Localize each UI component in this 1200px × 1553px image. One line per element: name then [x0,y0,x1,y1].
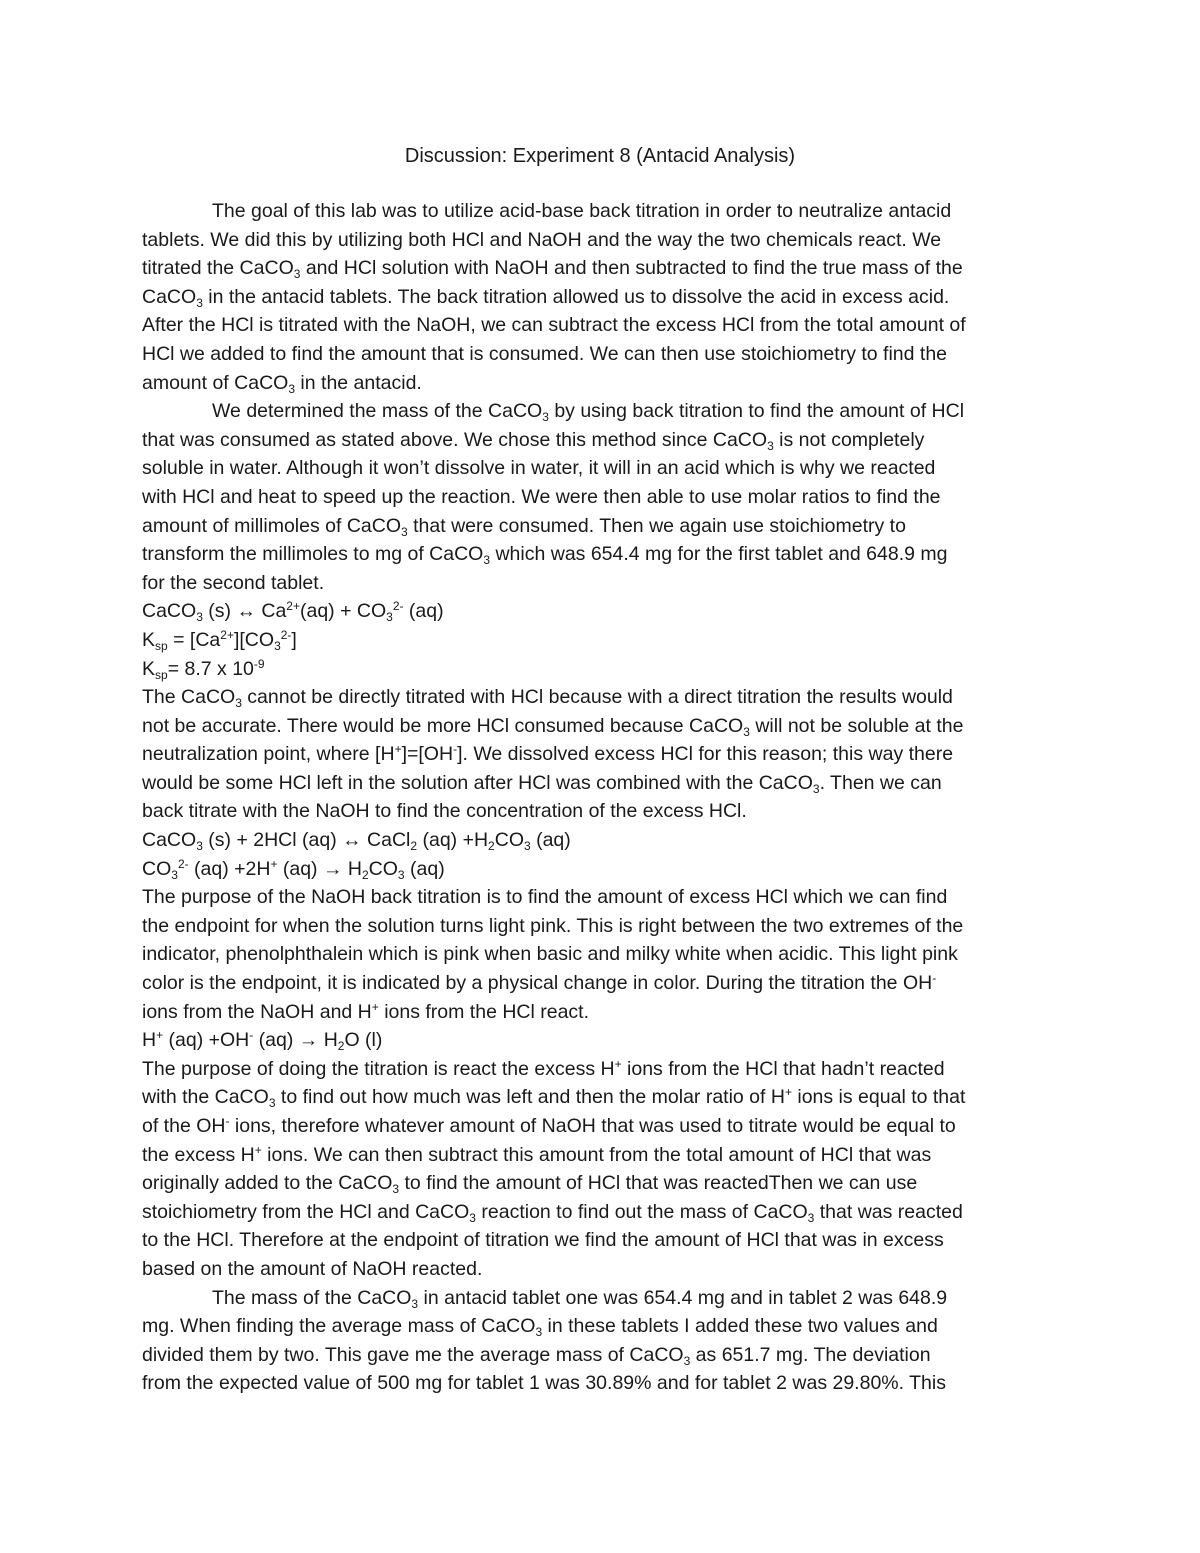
text-run: (aq) +OH [163,1029,250,1052]
text-run: in the antacid. [295,371,422,394]
text-line [142,1112,1062,1141]
page-title: Discussion: Experiment 8 (Antacid Analysis) [404,145,796,167]
text-run: amount of CaCO [142,371,289,394]
text-line [142,1083,1062,1112]
superscript: + [270,856,278,871]
text-run: the endpoint for when the solution turns light pink. This is right between the two extremes of the [142,914,964,937]
text-line [142,311,1062,340]
subscript: 3 [683,1353,691,1368]
text-run: back titrate with the NaOH to find the concentration of the excess HCl. [142,800,747,823]
text-run: stoichiometry from the HCl and CaCO [142,1200,470,1223]
text-run: . Then we can [819,771,942,794]
subscript: sp [155,638,168,653]
superscript: 2- [280,627,292,642]
text-run: (aq) [404,857,445,880]
text-run: (s) + 2HCl (aq) ↔ CaCl [202,829,411,852]
text-line [142,883,1062,912]
text-line [142,1198,1062,1227]
text-line [142,197,1062,226]
text-run: reaction to find out the mass of CaCO [475,1200,808,1223]
text-run: that was consumed as stated above. We chose this method since CaCO [142,428,768,451]
text-run: not be accurate. There would be more HCl consumed because CaCO [142,714,744,737]
text-run: would be some HCl left in the solution after HCl was combined with the CaCO [142,771,813,794]
text-line [142,1312,1062,1341]
text-line [142,855,1062,884]
text-run: based on the amount of NaOH reacted. [142,1257,483,1280]
subscript: 3 [397,867,405,882]
text-run: ]. We dissolved excess HCl for this reason; this way there [457,743,954,766]
text-line [142,454,1062,483]
subscript: 2 [361,867,369,882]
text-run: We determined the mass of the CaCO [212,400,543,423]
subscript: 3 [767,438,774,453]
superscript: + [784,1085,792,1100]
text-run: that were consumed. Then we again use stoichiometry to [407,514,906,537]
text-run: (aq) +H [417,829,489,852]
text-run: by using back titration to find the amount of HCl [548,400,965,423]
superscript: + [156,1028,164,1043]
superscript: + [394,742,402,757]
text-line [142,626,1062,655]
text-line [142,597,1062,626]
subscript: 3 [542,410,549,425]
text-line [142,1255,1062,1284]
text-run: ions from the HCl react. [378,1000,590,1023]
text-line [142,1284,1062,1313]
text-run: ][CO [233,628,275,651]
text-run: which was 654.4 mg for the first tablet and 648.9 mg [490,543,948,566]
text-run: soluble in water. Although it won’t dissolve in water, it will in an acid which is why we reacted [142,457,936,480]
text-run: divided them by two. This gave me the average mass of CaCO [142,1343,684,1366]
text-line [142,1169,1062,1198]
superscript: 2+ [286,599,300,614]
subscript: 3 [743,724,750,739]
subscript: 3 [235,696,242,711]
superscript: 2+ [220,627,234,642]
text-line [142,826,1062,855]
text-run: (aq) [530,829,571,852]
text-run: The purpose of doing the titration is react the excess H [142,1057,615,1080]
text-run: (aq) → H [253,1029,338,1052]
text-run: The purpose of the NaOH back titration is to find the amount of excess HCl which we can find [142,886,948,909]
text-run: CO [142,857,172,880]
text-run: color is the endpoint, it is indicated by a physical change in color. During the titration the OH [142,972,933,995]
text-line [142,998,1062,1027]
text-run: originally added to the CaCO [142,1172,393,1195]
text-line [142,426,1062,455]
subscript: 3 [293,267,301,282]
text-run: tablets. We did this by utilizing both HCl and NaOH and the way the two chemicals react. We [142,228,942,251]
text-line [142,1341,1062,1370]
text-run: CaCO [142,285,197,308]
document-body [142,197,1062,1398]
text-run: The mass of the CaCO [212,1286,412,1309]
text-line [142,540,1062,569]
subscript: 3 [535,1325,543,1340]
text-run: (aq) [403,600,444,623]
text-line [142,369,1062,398]
text-line [142,397,1062,426]
text-line [142,1369,1062,1398]
superscript: - [453,742,458,757]
text-run: in the antacid tablets. The back titration allowed us to dissolve the acid in excess acid. [202,285,950,308]
subscript: 3 [807,1210,815,1225]
text-run: that was reacted [814,1200,963,1223]
superscript: - [249,1028,254,1043]
text-run: ions from the NaOH and H [142,1000,372,1023]
text-line [142,254,1062,283]
text-run: to find the amount of HCl that was reactedThen we can use [399,1172,918,1195]
text-line [142,769,1062,798]
text-run: = [Ca [167,628,221,651]
text-run: = 8.7 x 10 [167,657,254,680]
text-run: K [142,628,156,651]
text-run: amount of millimoles of CaCO [142,514,402,537]
subscript: 3 [171,867,178,882]
text-run: ions, therefore whatever amount of NaOH that was used to titrate would be equal to [229,1115,956,1137]
text-run: ]=[OH [401,743,454,766]
text-run: K [142,657,156,680]
text-line [142,655,1062,684]
text-run: CO [368,857,398,880]
subscript: 3 [523,839,531,854]
text-run: The goal of this lab was to utilize acid-base back titration in order to neutralize antacid [212,200,952,222]
text-run: and HCl solution with NaOH and then subtracted to find the true mass of the [300,257,963,280]
text-line [142,1141,1062,1170]
text-run: titrated the CaCO [142,257,294,280]
subscript: 2 [337,1039,345,1054]
text-line [142,969,1062,998]
text-run: to find out how much was left and then the molar ratio of H [275,1086,785,1109]
subscript: 3 [483,553,491,568]
text-run: (aq) +2H [188,857,271,880]
text-run: to the HCl. Therefore at the endpoint of titration we find the amount of HCl that was in excess [142,1229,944,1252]
text-run: ions. We can then subtract this amount from the total amount of HCl that was [261,1143,932,1166]
superscript: 2- [177,856,189,871]
text-line [142,797,1062,826]
text-line [142,912,1062,941]
text-line [142,483,1062,512]
text-run: with HCl and heat to speed up the reaction. We were then able to use molar ratios to find the [142,485,941,508]
text-line [142,512,1062,541]
superscript: + [254,1142,262,1157]
text-run: HCl we added to find the amount that is consumed. We can then use stoichiometry to find the [142,342,948,365]
superscript: -9 [253,656,265,671]
text-run: cannot be directly titrated with HCl because with a direct titration the results would [241,686,953,709]
superscript: + [614,1056,622,1071]
superscript: - [932,971,937,986]
text-run: is not completely [773,428,925,451]
subscript: 3 [401,524,408,539]
subscript: 3 [268,1096,276,1111]
text-run: in these tablets I added these two values and [542,1315,938,1338]
subscript: 2 [488,839,495,854]
text-run: CaCO [142,600,197,623]
superscript: + [371,999,379,1014]
text-line [142,283,1062,312]
text-line [142,226,1062,255]
text-run: H [142,1029,157,1052]
text-run: CO [494,829,524,852]
subscript: 3 [196,295,203,310]
text-line [142,340,1062,369]
text-run: CaCO [142,829,197,852]
subscript: 3 [469,1210,476,1225]
text-run: with the CaCO [142,1086,269,1109]
text-run: transform the millimoles to mg of CaCO [142,543,484,566]
text-run: After the HCl is titrated with the NaOH, we can subtract the excess HCl from the total amount of [142,314,966,337]
subscript: 3 [288,381,296,396]
subscript: 3 [411,1296,419,1311]
text-run: ] [291,628,297,651]
text-run: mg. When finding the average mass of CaCO [142,1315,536,1338]
text-run: (aq) + CO [299,600,387,623]
subscript: 3 [196,839,203,854]
text-run: as 651.7 mg. The deviation [690,1343,931,1366]
subscript: 3 [392,1182,400,1197]
text-line [142,740,1062,769]
text-run: ions is equal to that [791,1086,966,1109]
text-run: in antacid tablet one was 654.4 mg and in tablet 2 was 648.9 [418,1286,948,1309]
text-run: from the expected value of 500 mg for tablet 1 was 30.89% and for tablet 2 was 29.80%. This [142,1372,946,1395]
text-line [142,712,1062,741]
subscript: 3 [274,638,281,653]
subscript: 3 [812,781,820,796]
text-run: (aq) → H [277,857,362,880]
text-line [142,569,1062,598]
text-run: the excess H [142,1143,255,1166]
text-run: indicator, phenolphthalein which is pink when basic and milky white when acidic. This light pink [142,943,958,966]
subscript: sp [155,667,168,682]
text-run: neutralization point, where [H [142,743,395,766]
text-run: (s) ↔ Ca [202,600,287,623]
text-run: ions from the HCl that hadn’t reacted [621,1057,945,1080]
text-run: for the second tablet. [142,571,325,594]
text-run: will not be soluble at the [749,714,964,737]
subscript: 3 [196,610,203,625]
subscript: 3 [386,610,393,625]
text-run: O (l) [344,1029,383,1052]
text-run: of the OH [142,1115,226,1137]
superscript: - [225,1114,230,1128]
subscript: 2 [410,839,418,854]
text-run: The CaCO [142,686,236,709]
text-line [142,1026,1062,1055]
superscript: 2- [392,599,404,614]
text-line [142,1055,1062,1084]
text-line [142,683,1062,712]
text-line [142,1226,1062,1255]
text-line [142,940,1062,969]
